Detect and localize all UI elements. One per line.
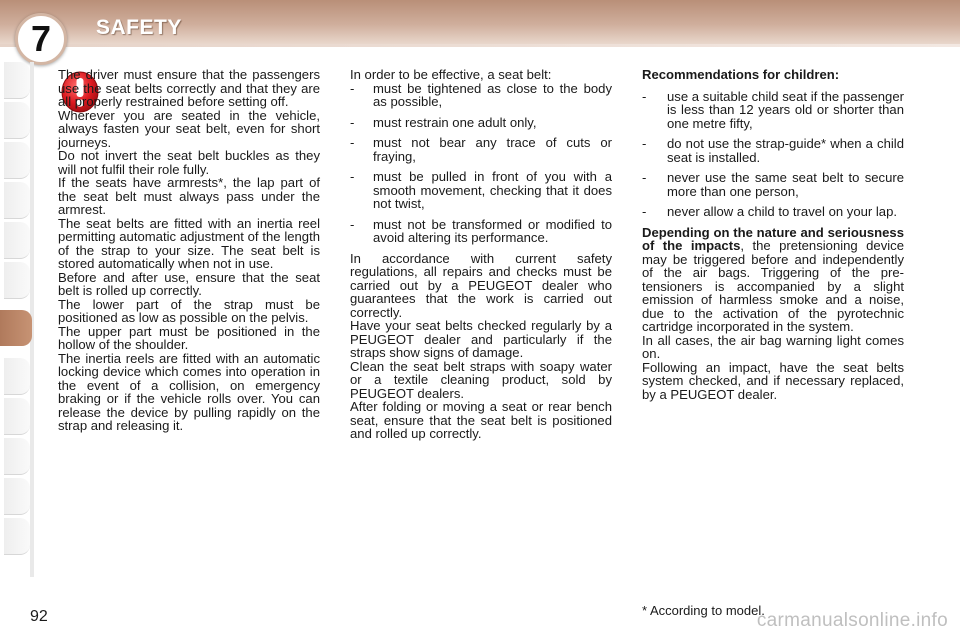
children-list — [642, 90, 904, 219]
chapter-badge — [15, 13, 67, 65]
chapter-tab[interactable] — [4, 398, 30, 435]
impact-emphasis: Depending on the nature and seriousness of the impacts — [642, 224, 904, 253]
left-column — [58, 68, 320, 433]
chapter-tab[interactable] — [4, 142, 30, 179]
paragraph: The lower part of the strap must be positioned as low as possible on the pelvis. — [58, 296, 320, 325]
impact-paragraph — [642, 226, 904, 334]
chapter-tab-active[interactable] — [0, 310, 32, 346]
watermark: carmanualsonline.info — [756, 610, 948, 631]
list-item: - do not use the strap-guide* when a child seat is installed. — [642, 137, 904, 164]
right-column — [642, 68, 904, 401]
paragraph: Wherever you are seated in the vehicle, always fasten your seat belt, even for short journeys. — [58, 107, 320, 150]
requirements-lead: In order to be effective, a seat belt: — [350, 67, 552, 82]
chapter-tab[interactable] — [4, 518, 30, 555]
list-item: - must restrain one adult only, — [350, 116, 612, 130]
chapter-number: 7 — [30, 18, 52, 59]
chapter-tab[interactable] — [4, 478, 30, 515]
chapter-tab[interactable] — [4, 358, 30, 395]
paragraph: Do not invert the seat belt buckles as they will not fulfil their role fully. — [58, 148, 320, 177]
paragraph: Following an impact, have the seat belts system checked, and if necessary replaced, by a PEUGEOT dealer. — [642, 359, 904, 402]
page-title: SAFETY — [96, 16, 182, 39]
paragraph: Clean the seat belt straps with soapy water or a textile cleaning product, sold by PEUGEOT dealers. — [350, 358, 612, 401]
paragraph: The inertia reels are fitted with an automatic locking device which comes into operation in the event of a collision, on emergency braking or if the vehicle rolls over. You can release the device by pulling rapidly on the strap and releasing it. — [58, 350, 320, 433]
chapter-tab[interactable] — [4, 222, 30, 259]
driver-intro: The driver must ensure that the passengers use the seat belts correctly and that they are all properly restrained before setting off. — [58, 67, 320, 109]
paragraph: If the seats have armrests*, the lap part of the seat belt must always pass under the armrest. — [58, 175, 320, 217]
paragraph: The seat belts are fitted with an inertia reel permitting automatic adjustment of the length of the strap to your size. The seat belt is stored automatically when not in use. — [58, 215, 320, 271]
footnote: * According to model. — [642, 603, 765, 618]
impact-text: , the pretensioning device may be triggered before and independently of the air bags. Triggering of the pre-tensioners is accompanied by a slight emission of harmless smoke and a noise, due to the activation of the pyrotechnic cartridge incorporated in the system. — [642, 238, 904, 334]
chapter-tab[interactable] — [4, 102, 30, 139]
paragraph: In all cases, the air bag warning light comes on. — [642, 332, 904, 361]
chapter-tab[interactable] — [4, 182, 30, 219]
header-underline — [0, 44, 960, 47]
chapter-tab[interactable] — [4, 262, 30, 299]
list-item: - never allow a child to travel on your lap. — [642, 205, 904, 219]
list-item: - must not bear any trace of cuts or fraying, — [350, 136, 612, 163]
page-number: 92 — [30, 608, 48, 625]
requirements-list — [350, 82, 612, 245]
chapter-tab[interactable] — [4, 62, 30, 99]
chapter-tabs — [0, 62, 34, 577]
middle-column — [350, 68, 612, 441]
paragraph: After folding or moving a seat or rear bench seat, ensure that the seat belt is positioned and rolled up correctly. — [350, 399, 612, 441]
paragraph: In accordance with current safety regulations, all repairs and checks must be carried out by a PEUGEOT dealer who guarantees that the work is carried out correctly. — [350, 250, 612, 320]
list-item: - use a suitable child seat if the passenger is less than 12 years old or shorter than one metre fifty, — [642, 90, 904, 131]
list-item: - must be pulled in front of you with a smooth movement, checking that it does not twist, — [350, 170, 612, 211]
paragraph: Have your seat belts checked regularly by a PEUGEOT dealer and particularly if the straps show signs of damage. — [350, 318, 612, 360]
children-heading: Recommendations for children: — [642, 67, 840, 82]
paragraph: Before and after use, ensure that the seat belt is rolled up correctly. — [58, 269, 320, 298]
list-item: - must not be transformed or modified to avoid altering its performance. — [350, 218, 612, 245]
paragraph: The upper part must be positioned in the hollow of the shoulder. — [58, 323, 320, 352]
chapter-tab[interactable] — [4, 438, 30, 475]
list-item: - never use the same seat belt to secure more than one person, — [642, 171, 904, 198]
list-item: - must be tightened as close to the body as possible, — [350, 82, 612, 109]
